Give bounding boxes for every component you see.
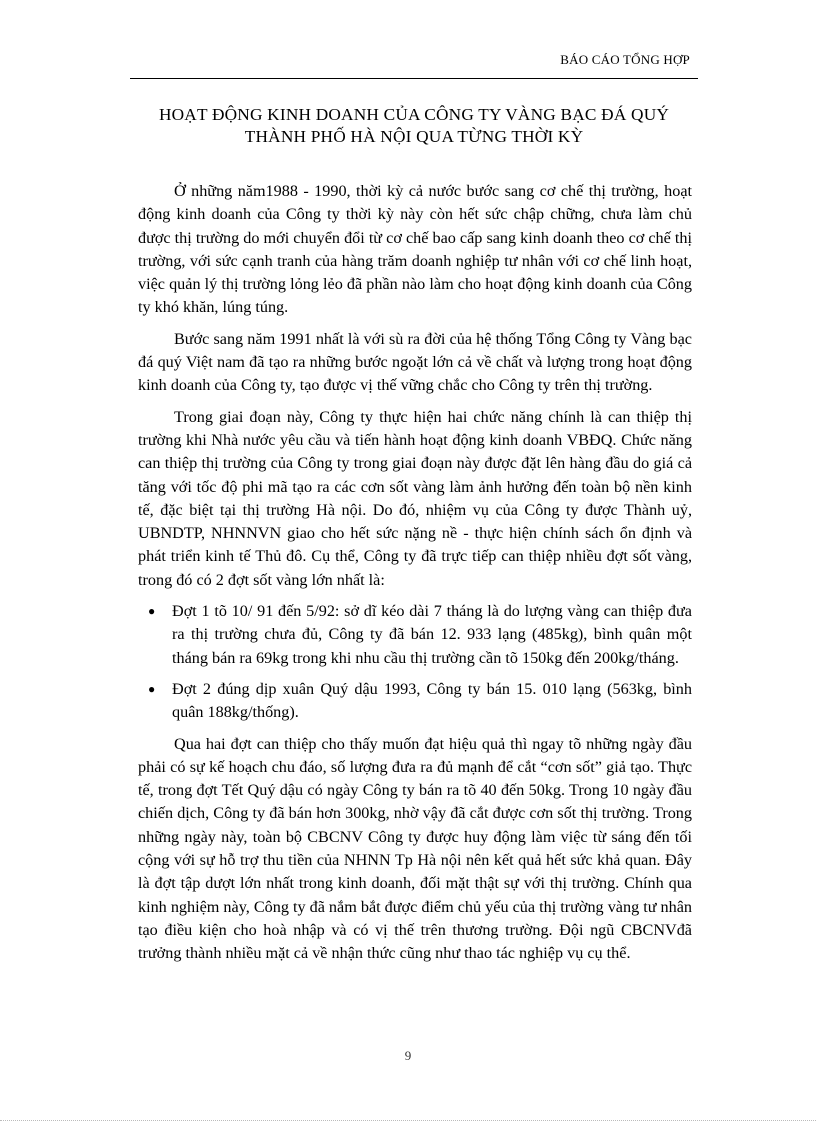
title-line-1: HOẠT ĐỘNG KINH DOANH CỦA CÔNG TY VÀNG BẠC ĐÁ QUÝ	[158, 105, 670, 124]
paragraph: Trong giai đoạn này, Công ty thực hiện hai chức năng chính là can thiệp thị trường khi Nhà nước yêu cầu và tiến hành hoạt động kinh doanh VBĐQ. Chức năng can thiệp thị trường của Công ty trong giai đoạn này được đặt lên hàng đầu do giá cả tăng với tốc độ phi mã tạo ra các cơn sốt vàng làm ảnh hưởng đến toàn bộ nền kinh tế, đặc biệt tại thị trường Hà nội. Do đó, nhiệm vụ của Công ty được Thành uỷ, UBNDTP, NHNNVN giao cho hết sức nặng nề - thực hiện chính sách ổn định và phát triển kinh tế Thủ đô. Cụ thể, Công ty đã trực tiếp can thiệp nhiều đợt sốt vàng, trong đó có 2 đợt sốt vàng lớn nhất là:	[138, 407, 692, 589]
paragraph: Ở những năm1988 - 1990, thời kỳ cả nước bước sang cơ chế thị trường, hoạt động kinh doanh của Công ty thời kỳ này còn hết sức chập chững, chưa làm chủ được thị trường do mới chuyển đổi từ cơ chế bao cấp sang kinh doanh theo cơ chế thị trường, với sức cạnh tranh của hàng trăm doanh nghiệp tư nhân với cơ chế linh hoạt, việc quản lý thị trường lỏng lẻo đã phần nào làm cho hoạt động kinh doanh của Công ty khó khăn, lúng túng.	[138, 182, 692, 317]
bullet-icon: ●	[148, 681, 156, 696]
bullet-list	[138, 600, 692, 724]
bullet-text: Đợt 1 tõ 10/ 91 đến 5/92: sở dĩ kéo dài 7 tháng là do lượng vàng can thiệp đưa ra thị trường chưa đủ, Công ty đã bán 12. 933 lạng (485kg), bình quân một tháng bán ra 69kg trong khi nhu cầu thị trường cần tõ 150kg đến 200kg/tháng.	[172, 602, 692, 667]
page-number: 9	[404, 1048, 412, 1063]
bullet-item	[138, 600, 692, 670]
running-header: BÁO CÁO TỔNG HỢP	[560, 52, 690, 67]
document-body	[138, 180, 692, 974]
header-rule	[130, 78, 698, 79]
paragraph: Qua hai đợt can thiệp cho thấy muốn đạt hiệu quả thì ngay tõ những ngày đầu phải có sự kế hoạch chu đáo, số lượng đưa ra đủ mạnh để cắt “cơn sốt” giả tạo. Thực tế, trong đợt Tết Quý dậu có ngày Công ty bán ra tõ 40 đến 50kg. Trong 10 ngày đầu chiến dịch, Công ty đã bán hơn 300kg, nhờ vậy đã cắt được cơn sốt thị trường. Trong những ngày này, toàn bộ CBCNV Công ty được huy động làm việc từ sáng đến tối cộng với sự hỗ trợ thu tiền của NHNN Tp Hà nội nên kết quả hết sức khả quan. Đây là đợt tập dượt lớn nhất trong kinh doanh, đối mặt thật sự với thị trường. Chính qua kinh nghiệm này, Công ty đã nắm bắt được điểm chủ yếu của thị trường vàng tư nhân tạo điều kiện cho hoà nhập và có vị thế trên thương trường. Đội ngũ CBCNVđã trưởng thành nhiều mặt cả về nhận thức cũng như thao tác nghiệp vụ cụ thể.	[138, 734, 692, 963]
document-title	[120, 104, 708, 148]
page-edge	[0, 1120, 816, 1121]
bullet-icon: ●	[148, 604, 156, 619]
title-line-2: THÀNH PHỐ HÀ NỘI QUA TỪNG THỜI KỲ	[244, 127, 584, 146]
bullet-text: Đợt 2 đúng dịp xuân Quý dậu 1993, Công ty bán 15. 010 lạng (563kg, bình quân 188kg/thống).	[172, 679, 692, 722]
paragraph: Bước sang năm 1991 nhất là với sù ra đời của hệ thống Tổng Công ty Vàng bạc đá quý Việt nam đã tạo ra những bước ngoặt lớn cả về chất và lượng trong hoạt động kinh doanh của Công ty, tạo được vị thế vững chắc cho Công ty trên thị trường.	[138, 329, 692, 395]
bullet-item	[138, 678, 692, 725]
